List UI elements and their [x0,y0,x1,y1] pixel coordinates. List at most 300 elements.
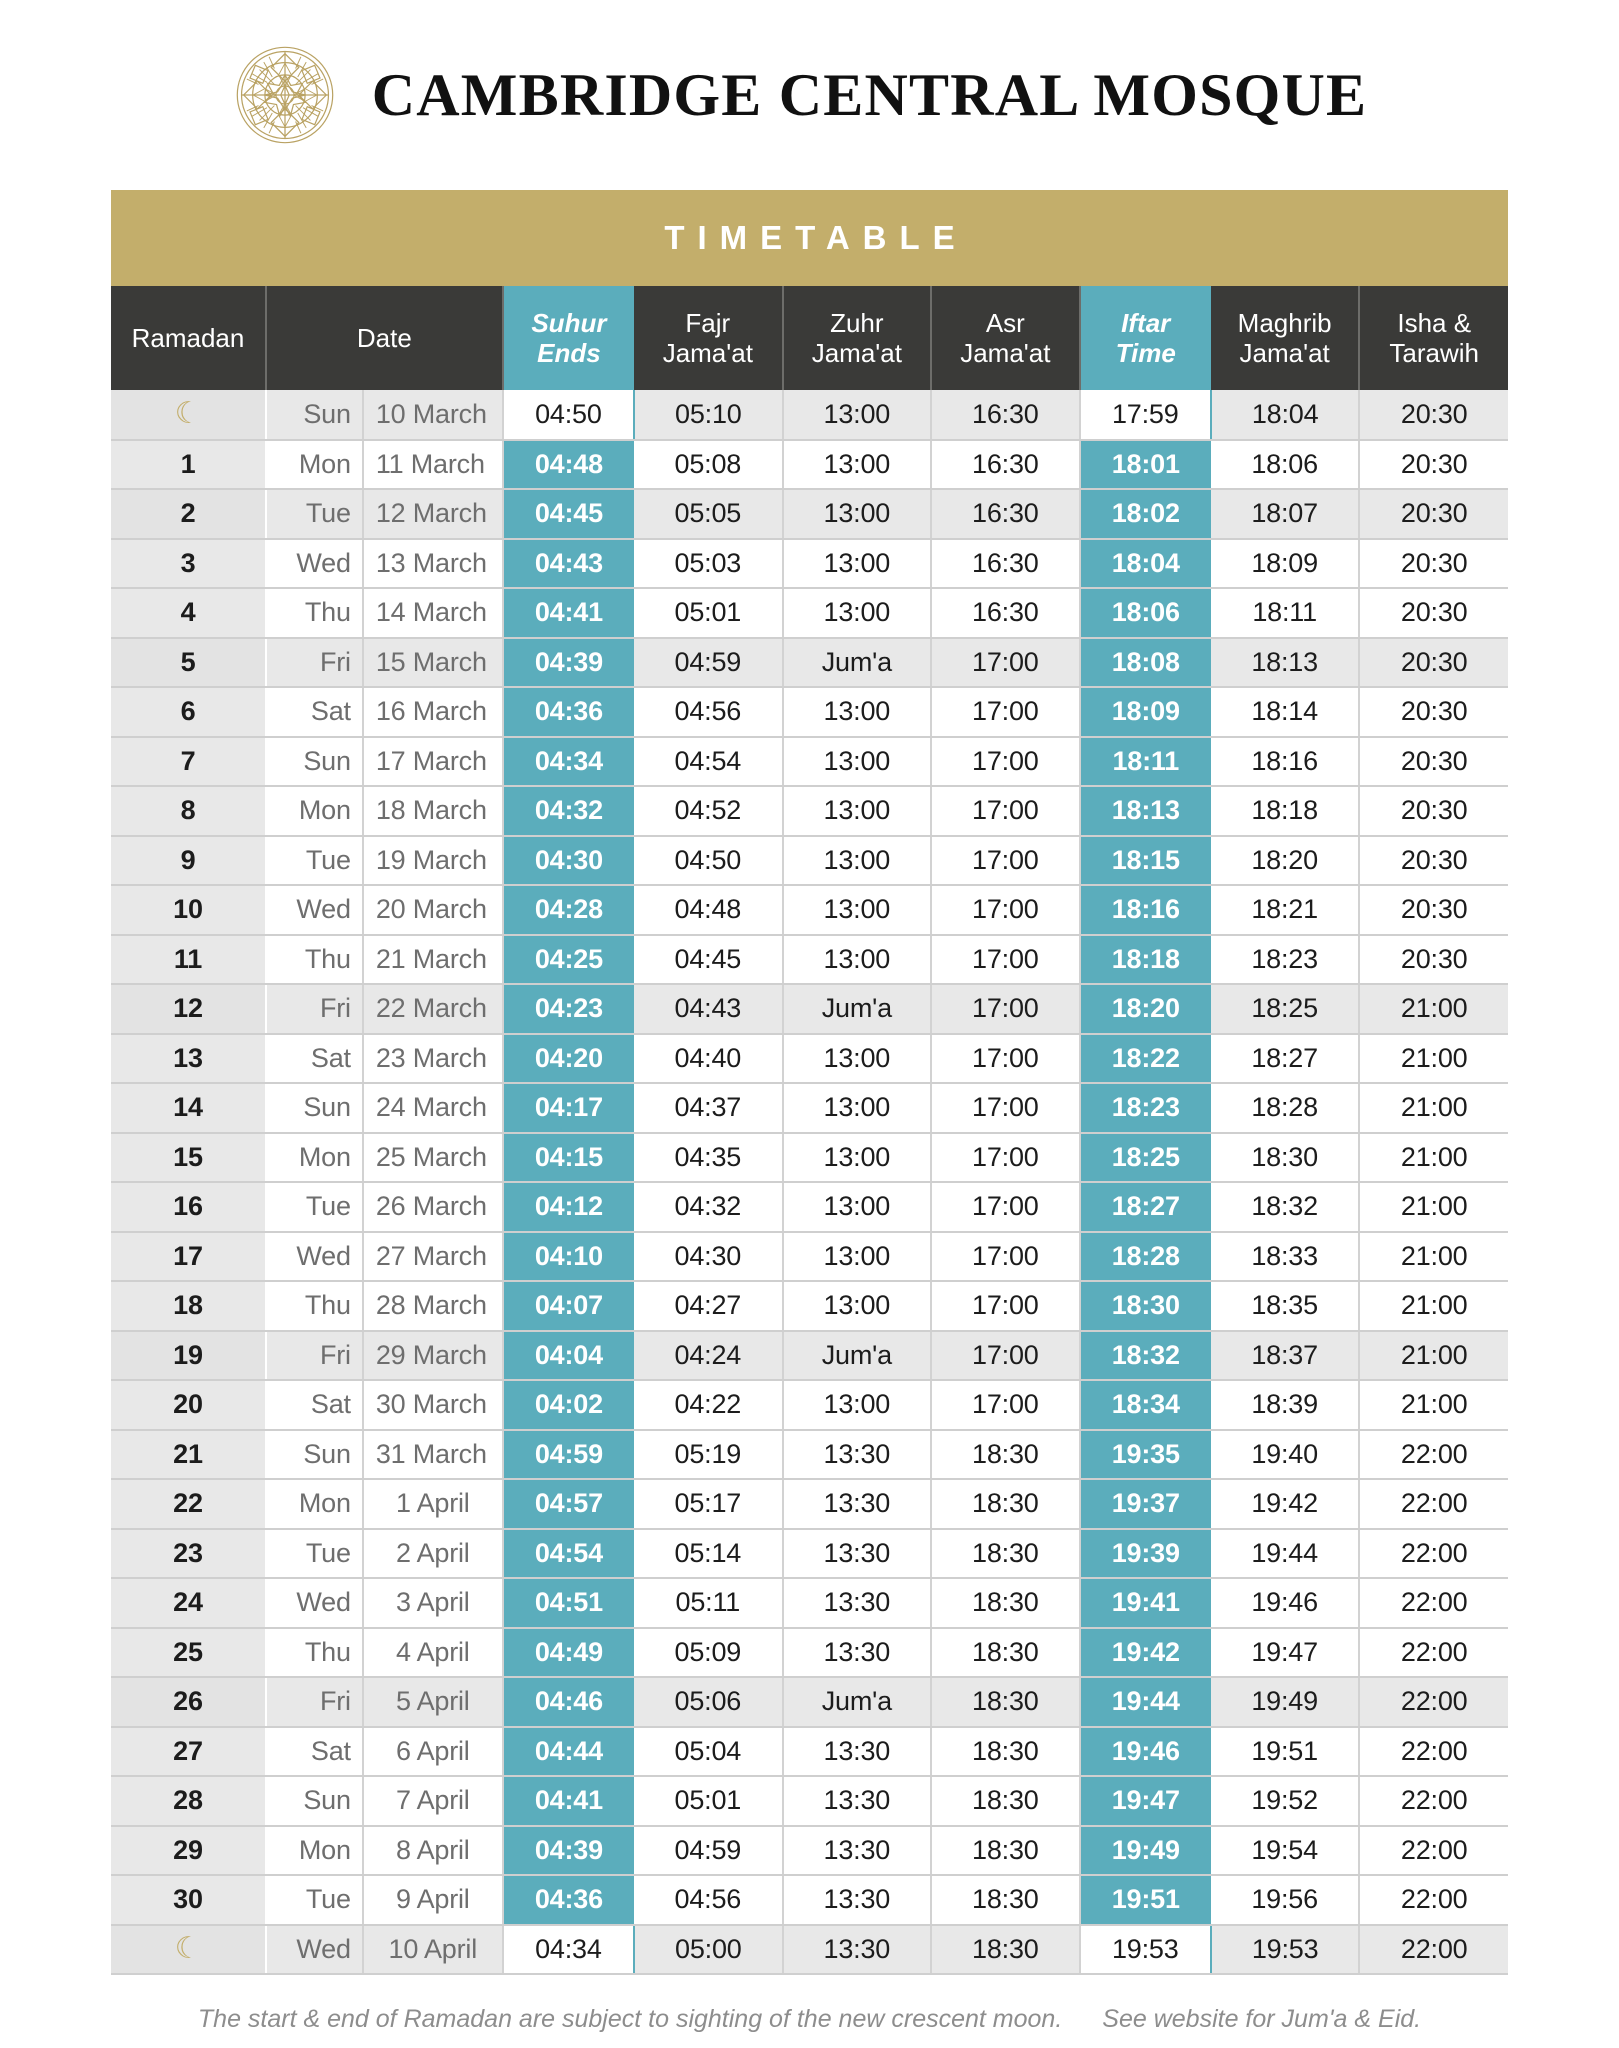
table-row [111,786,1508,836]
cell-maghrib-jamaat: 18:13 [1211,638,1360,688]
cell-suhur-ends: 04:36 [503,1875,634,1925]
cell-iftar-time: 18:34 [1080,1380,1211,1430]
cell-isha-tarawih: 20:30 [1359,390,1508,440]
cell-maghrib-jamaat: 18:32 [1211,1182,1360,1232]
table-row [111,1578,1508,1628]
cell-suhur-ends: 04:25 [503,935,634,985]
cell-ramadan-day: 17 [111,1232,266,1282]
table-row [111,1281,1508,1331]
cell-date: 10 March [363,390,503,440]
cell-weekday: Wed [266,539,363,589]
cell-fajr-jamaat: 05:01 [634,588,783,638]
footnote [111,2005,1508,2034]
cell-asr-jamaat: 18:30 [931,1479,1080,1529]
cell-suhur-ends: 04:39 [503,638,634,688]
cell-iftar-time: 19:51 [1080,1875,1211,1925]
cell-asr-jamaat: 17:00 [931,1182,1080,1232]
cell-maghrib-jamaat: 18:20 [1211,836,1360,886]
cell-asr-jamaat: 16:30 [931,539,1080,589]
cell-isha-tarawih: 21:00 [1359,1281,1508,1331]
cell-fajr-jamaat: 05:11 [634,1578,783,1628]
cell-iftar-time: 19:46 [1080,1727,1211,1777]
cell-fajr-jamaat: 05:04 [634,1727,783,1777]
cell-isha-tarawih: 21:00 [1359,1083,1508,1133]
table-row [111,1628,1508,1678]
cell-fajr-jamaat: 04:50 [634,836,783,886]
cell-date: 29 March [363,1331,503,1381]
cell-isha-tarawih: 22:00 [1359,1578,1508,1628]
cell-ramadan-day: 24 [111,1578,266,1628]
cell-fajr-jamaat: 04:43 [634,984,783,1034]
cell-weekday: Tue [266,1529,363,1579]
cell-suhur-ends: 04:15 [503,1133,634,1183]
prayer-timetable [111,286,1508,1975]
cell-weekday: Tue [266,836,363,886]
zuhr-line2: Jama'at [811,338,902,368]
cell-ramadan-day: 4 [111,588,266,638]
cell-fajr-jamaat: 04:54 [634,737,783,787]
cell-iftar-time: 18:06 [1080,588,1211,638]
table-row [111,885,1508,935]
cell-asr-jamaat: 17:00 [931,1133,1080,1183]
cell-iftar-time: 18:30 [1080,1281,1211,1331]
table-row [111,1430,1508,1480]
cell-iftar-time: 19:42 [1080,1628,1211,1678]
cell-asr-jamaat: 18:30 [931,1430,1080,1480]
cell-iftar-time: 18:27 [1080,1182,1211,1232]
cell-date: 19 March [363,836,503,886]
table-row [111,1133,1508,1183]
cell-date: 31 March [363,1430,503,1480]
cell-isha-tarawih: 22:00 [1359,1826,1508,1876]
cell-isha-tarawih: 21:00 [1359,1380,1508,1430]
cell-asr-jamaat: 17:00 [931,1083,1080,1133]
table-row [111,1875,1508,1925]
cell-zuhr-jamaat: 13:00 [783,885,932,935]
cell-weekday: Mon [266,1133,363,1183]
cell-isha-tarawih: 21:00 [1359,1331,1508,1381]
cell-weekday: Sun [266,390,363,440]
cell-isha-tarawih: 20:30 [1359,786,1508,836]
cell-asr-jamaat: 17:00 [931,1232,1080,1282]
cell-zuhr-jamaat: 13:00 [783,539,932,589]
cell-iftar-time: 18:04 [1080,539,1211,589]
cell-maghrib-jamaat: 18:27 [1211,1034,1360,1084]
brand-header [0,0,1619,190]
cell-maghrib-jamaat: 19:53 [1211,1925,1360,1975]
cell-isha-tarawih: 20:30 [1359,687,1508,737]
cell-ramadan-day: 3 [111,539,266,589]
cell-maghrib-jamaat: 18:11 [1211,588,1360,638]
cell-isha-tarawih: 21:00 [1359,984,1508,1034]
cell-ramadan-day: 13 [111,1034,266,1084]
cell-zuhr-jamaat: 13:30 [783,1430,932,1480]
isha-line2: Tarawih [1389,338,1479,368]
cell-fajr-jamaat: 04:48 [634,885,783,935]
timetable-sheet [111,190,1508,2034]
cell-suhur-ends: 04:41 [503,588,634,638]
cell-fajr-jamaat: 04:27 [634,1281,783,1331]
cell-ramadan-day: 16 [111,1182,266,1232]
cell-iftar-time: 19:44 [1080,1677,1211,1727]
cell-fajr-jamaat: 04:22 [634,1380,783,1430]
cell-fajr-jamaat: 05:14 [634,1529,783,1579]
cell-suhur-ends: 04:28 [503,885,634,935]
cell-maghrib-jamaat: 19:40 [1211,1430,1360,1480]
cell-weekday: Mon [266,786,363,836]
cell-zuhr-jamaat: 13:00 [783,440,932,490]
cell-date: 2 April [363,1529,503,1579]
cell-iftar-time: 19:35 [1080,1430,1211,1480]
cell-isha-tarawih: 22:00 [1359,1529,1508,1579]
cell-fajr-jamaat: 04:35 [634,1133,783,1183]
cell-iftar-time: 18:09 [1080,687,1211,737]
cell-maghrib-jamaat: 19:42 [1211,1479,1360,1529]
cell-zuhr-jamaat: 13:00 [783,1083,932,1133]
cell-date: 18 March [363,786,503,836]
cell-maghrib-jamaat: 19:46 [1211,1578,1360,1628]
cell-iftar-time: 17:59 [1080,390,1211,440]
cell-zuhr-jamaat: 13:30 [783,1826,932,1876]
cell-asr-jamaat: 16:30 [931,489,1080,539]
cell-date: 21 March [363,935,503,985]
cell-date: 22 March [363,984,503,1034]
cell-ramadan-day: 11 [111,935,266,985]
cell-maghrib-jamaat: 19:52 [1211,1776,1360,1826]
cell-iftar-time: 18:25 [1080,1133,1211,1183]
cell-zuhr-jamaat: 13:00 [783,687,932,737]
cell-date: 6 April [363,1727,503,1777]
cell-date: 16 March [363,687,503,737]
cell-ramadan-day: 23 [111,1529,266,1579]
cell-iftar-time: 18:22 [1080,1034,1211,1084]
islamic-rosette-icon [232,40,338,150]
cell-suhur-ends: 04:57 [503,1479,634,1529]
cell-isha-tarawih: 22:00 [1359,1776,1508,1826]
cell-ramadan-day: 12 [111,984,266,1034]
cell-isha-tarawih: 20:30 [1359,440,1508,490]
cell-maghrib-jamaat: 18:23 [1211,935,1360,985]
isha-line1: Isha & [1397,307,1472,338]
cell-maghrib-jamaat: 19:56 [1211,1875,1360,1925]
table-row [111,489,1508,539]
cell-ramadan-day: 9 [111,836,266,886]
cell-maghrib-jamaat: 19:47 [1211,1628,1360,1678]
cell-zuhr-jamaat: 13:00 [783,1380,932,1430]
cell-maghrib-jamaat: 18:33 [1211,1232,1360,1282]
cell-isha-tarawih: 22:00 [1359,1875,1508,1925]
cell-asr-jamaat: 18:30 [931,1677,1080,1727]
cell-asr-jamaat: 16:30 [931,588,1080,638]
cell-zuhr-jamaat: 13:00 [783,786,932,836]
cell-asr-jamaat: 18:30 [931,1875,1080,1925]
cell-zuhr-jamaat: 13:00 [783,390,932,440]
cell-isha-tarawih: 21:00 [1359,1232,1508,1282]
cell-asr-jamaat: 18:30 [931,1776,1080,1826]
cell-zuhr-jamaat: 13:30 [783,1479,932,1529]
iftar-line2: Time [1115,338,1176,368]
cell-iftar-time: 18:16 [1080,885,1211,935]
cell-ramadan-day: 20 [111,1380,266,1430]
cell-ramadan-day: 19 [111,1331,266,1381]
cell-asr-jamaat: 17:00 [931,1281,1080,1331]
cell-weekday: Mon [266,1826,363,1876]
cell-suhur-ends: 04:59 [503,1430,634,1480]
cell-suhur-ends: 04:41 [503,1776,634,1826]
cell-date: 30 March [363,1380,503,1430]
table-row [111,390,1508,440]
cell-asr-jamaat: 17:00 [931,737,1080,787]
cell-suhur-ends: 04:10 [503,1232,634,1282]
cell-weekday: Thu [266,588,363,638]
footnote-website: See website for Jum'a & Eid. [1102,2005,1422,2033]
cell-asr-jamaat: 18:30 [931,1826,1080,1876]
cell-asr-jamaat: 17:00 [931,935,1080,985]
cell-suhur-ends: 04:12 [503,1182,634,1232]
cell-date: 1 April [363,1479,503,1529]
cell-suhur-ends: 04:32 [503,786,634,836]
cell-fajr-jamaat: 04:30 [634,1232,783,1282]
cell-fajr-jamaat: 05:03 [634,539,783,589]
cell-fajr-jamaat: 04:52 [634,786,783,836]
cell-weekday: Thu [266,1628,363,1678]
cell-weekday: Sun [266,1430,363,1480]
cell-maghrib-jamaat: 18:07 [1211,489,1360,539]
cell-asr-jamaat: 18:30 [931,1925,1080,1975]
cell-zuhr-jamaat: 13:00 [783,1034,932,1084]
suhur-line1: Suhur [531,307,607,338]
cell-fajr-jamaat: 04:37 [634,1083,783,1133]
cell-asr-jamaat: 18:30 [931,1529,1080,1579]
cell-asr-jamaat: 18:30 [931,1578,1080,1628]
cell-weekday: Mon [266,1479,363,1529]
cell-fajr-jamaat: 04:45 [634,935,783,985]
cell-zuhr-jamaat: 13:00 [783,1133,932,1183]
cell-weekday: Fri [266,984,363,1034]
footnote-moon-sighting: The start & end of Ramadan are subject to sighting of the new crescent moon. [197,2005,1063,2033]
cell-ramadan-day: 28 [111,1776,266,1826]
cell-weekday: Fri [266,1677,363,1727]
cell-zuhr-jamaat: 13:30 [783,1628,932,1678]
cell-suhur-ends: 04:45 [503,489,634,539]
cell-date: 9 April [363,1875,503,1925]
cell-zuhr-jamaat: 13:00 [783,1232,932,1282]
cell-zuhr-jamaat: Jum'a [783,984,932,1034]
cell-ramadan-day: 1 [111,440,266,490]
cell-fajr-jamaat: 04:56 [634,1875,783,1925]
table-row [111,1331,1508,1381]
cell-isha-tarawih: 22:00 [1359,1925,1508,1975]
column-header-date: Date [266,286,503,390]
cell-weekday: Wed [266,1232,363,1282]
table-row [111,1380,1508,1430]
cell-ramadan-day: 8 [111,786,266,836]
cell-suhur-ends: 04:50 [503,390,634,440]
cell-suhur-ends: 04:30 [503,836,634,886]
cell-weekday: Wed [266,1578,363,1628]
cell-isha-tarawih: 21:00 [1359,1182,1508,1232]
cell-iftar-time: 19:37 [1080,1479,1211,1529]
cell-date: 17 March [363,737,503,787]
cell-iftar-time: 18:08 [1080,638,1211,688]
cell-ramadan-day: 22 [111,1479,266,1529]
cell-isha-tarawih: 22:00 [1359,1628,1508,1678]
table-row [111,1677,1508,1727]
cell-iftar-time: 18:18 [1080,935,1211,985]
cell-asr-jamaat: 17:00 [931,1034,1080,1084]
maghrib-line1: Maghrib [1237,307,1332,338]
cell-date: 23 March [363,1034,503,1084]
cell-date: 14 March [363,588,503,638]
cell-date: 11 March [363,440,503,490]
cell-suhur-ends: 04:54 [503,1529,634,1579]
cell-asr-jamaat: 18:30 [931,1727,1080,1777]
cell-date: 24 March [363,1083,503,1133]
cell-date: 7 April [363,1776,503,1826]
cell-weekday: Wed [266,885,363,935]
cell-fajr-jamaat: 05:06 [634,1677,783,1727]
crescent-moon-icon: ☾ [174,396,202,430]
column-header-zuhr [783,286,932,390]
cell-maghrib-jamaat: 18:04 [1211,390,1360,440]
cell-asr-jamaat: 16:30 [931,440,1080,490]
table-row [111,1479,1508,1529]
cell-asr-jamaat: 17:00 [931,836,1080,886]
cell-zuhr-jamaat: 13:00 [783,1182,932,1232]
cell-suhur-ends: 04:51 [503,1578,634,1628]
cell-ramadan-day: 26 [111,1677,266,1727]
table-row [111,737,1508,787]
cell-suhur-ends: 04:44 [503,1727,634,1777]
cell-fajr-jamaat: 05:01 [634,1776,783,1826]
cell-date: 12 March [363,489,503,539]
cell-fajr-jamaat: 04:32 [634,1182,783,1232]
cell-fajr-jamaat: 04:56 [634,687,783,737]
banner-label: TIMETABLE [664,219,968,256]
cell-fajr-jamaat: 05:00 [634,1925,783,1975]
cell-asr-jamaat: 17:00 [931,1380,1080,1430]
table-body [111,390,1508,1974]
cell-weekday: Sun [266,1083,363,1133]
cell-date: 15 March [363,638,503,688]
cell-maghrib-jamaat: 18:16 [1211,737,1360,787]
cell-weekday: Sat [266,1380,363,1430]
cell-suhur-ends: 04:48 [503,440,634,490]
cell-maghrib-jamaat: 18:39 [1211,1380,1360,1430]
cell-iftar-time: 19:39 [1080,1529,1211,1579]
table-row [111,935,1508,985]
cell-fajr-jamaat: 04:40 [634,1034,783,1084]
cell-isha-tarawih: 20:30 [1359,836,1508,886]
cell-ramadan-day: 6 [111,687,266,737]
cell-zuhr-jamaat: 13:30 [783,1776,932,1826]
cell-maghrib-jamaat: 19:49 [1211,1677,1360,1727]
cell-zuhr-jamaat: 13:00 [783,935,932,985]
cell-zuhr-jamaat: 13:30 [783,1578,932,1628]
cell-asr-jamaat: 16:30 [931,390,1080,440]
cell-weekday: Sat [266,687,363,737]
table-row [111,1083,1508,1133]
cell-isha-tarawih: 20:30 [1359,885,1508,935]
cell-ramadan-day: 29 [111,1826,266,1876]
cell-isha-tarawih: 20:30 [1359,638,1508,688]
cell-suhur-ends: 04:34 [503,737,634,787]
cell-isha-tarawih: 21:00 [1359,1034,1508,1084]
cell-isha-tarawih: 20:30 [1359,737,1508,787]
cell-asr-jamaat: 17:00 [931,1331,1080,1381]
cell-iftar-time: 18:28 [1080,1232,1211,1282]
cell-maghrib-jamaat: 18:14 [1211,687,1360,737]
cell-weekday: Thu [266,935,363,985]
cell-suhur-ends: 04:02 [503,1380,634,1430]
cell-maghrib-jamaat: 19:54 [1211,1826,1360,1876]
fajr-line1: Fajr [685,307,731,338]
cell-maghrib-jamaat: 18:09 [1211,539,1360,589]
cell-zuhr-jamaat: 13:30 [783,1925,932,1975]
cell-date: 27 March [363,1232,503,1282]
cell-asr-jamaat: 17:00 [931,687,1080,737]
cell-iftar-time: 18:23 [1080,1083,1211,1133]
cell-suhur-ends: 04:49 [503,1628,634,1678]
cell-maghrib-jamaat: 18:28 [1211,1083,1360,1133]
cell-weekday: Tue [266,1875,363,1925]
cell-fajr-jamaat: 05:17 [634,1479,783,1529]
cell-ramadan-day: 7 [111,737,266,787]
cell-zuhr-jamaat: 13:00 [783,1281,932,1331]
maghrib-line2: Jama'at [1239,338,1330,368]
cell-date: 3 April [363,1578,503,1628]
cell-ramadan-day [111,390,266,440]
cell-maghrib-jamaat: 18:21 [1211,885,1360,935]
cell-iftar-time: 18:20 [1080,984,1211,1034]
cell-ramadan-day: 21 [111,1430,266,1480]
cell-suhur-ends: 04:36 [503,687,634,737]
cell-iftar-time: 19:47 [1080,1776,1211,1826]
column-header-iftar-time [1080,286,1211,390]
cell-ramadan-day: 15 [111,1133,266,1183]
cell-weekday: Fri [266,638,363,688]
cell-iftar-time: 18:13 [1080,786,1211,836]
cell-zuhr-jamaat: 13:00 [783,737,932,787]
cell-date: 20 March [363,885,503,935]
cell-zuhr-jamaat: 13:00 [783,489,932,539]
table-row [111,1182,1508,1232]
cell-ramadan-day: 25 [111,1628,266,1678]
table-row [111,539,1508,589]
table-row [111,836,1508,886]
cell-asr-jamaat: 17:00 [931,786,1080,836]
cell-ramadan-day: 30 [111,1875,266,1925]
cell-maghrib-jamaat: 18:06 [1211,440,1360,490]
cell-fajr-jamaat: 05:09 [634,1628,783,1678]
cell-zuhr-jamaat: 13:30 [783,1529,932,1579]
cell-date: 4 April [363,1628,503,1678]
cell-ramadan-day [111,1925,266,1975]
cell-ramadan-day: 14 [111,1083,266,1133]
cell-maghrib-jamaat: 18:30 [1211,1133,1360,1183]
cell-isha-tarawih: 21:00 [1359,1133,1508,1183]
cell-date: 28 March [363,1281,503,1331]
crescent-moon-icon: ☾ [174,1931,202,1965]
cell-date: 8 April [363,1826,503,1876]
cell-date: 25 March [363,1133,503,1183]
table-row [111,588,1508,638]
cell-isha-tarawih: 20:30 [1359,935,1508,985]
cell-weekday: Tue [266,1182,363,1232]
cell-weekday: Sun [266,1776,363,1826]
cell-date: 26 March [363,1182,503,1232]
cell-isha-tarawih: 22:00 [1359,1430,1508,1480]
